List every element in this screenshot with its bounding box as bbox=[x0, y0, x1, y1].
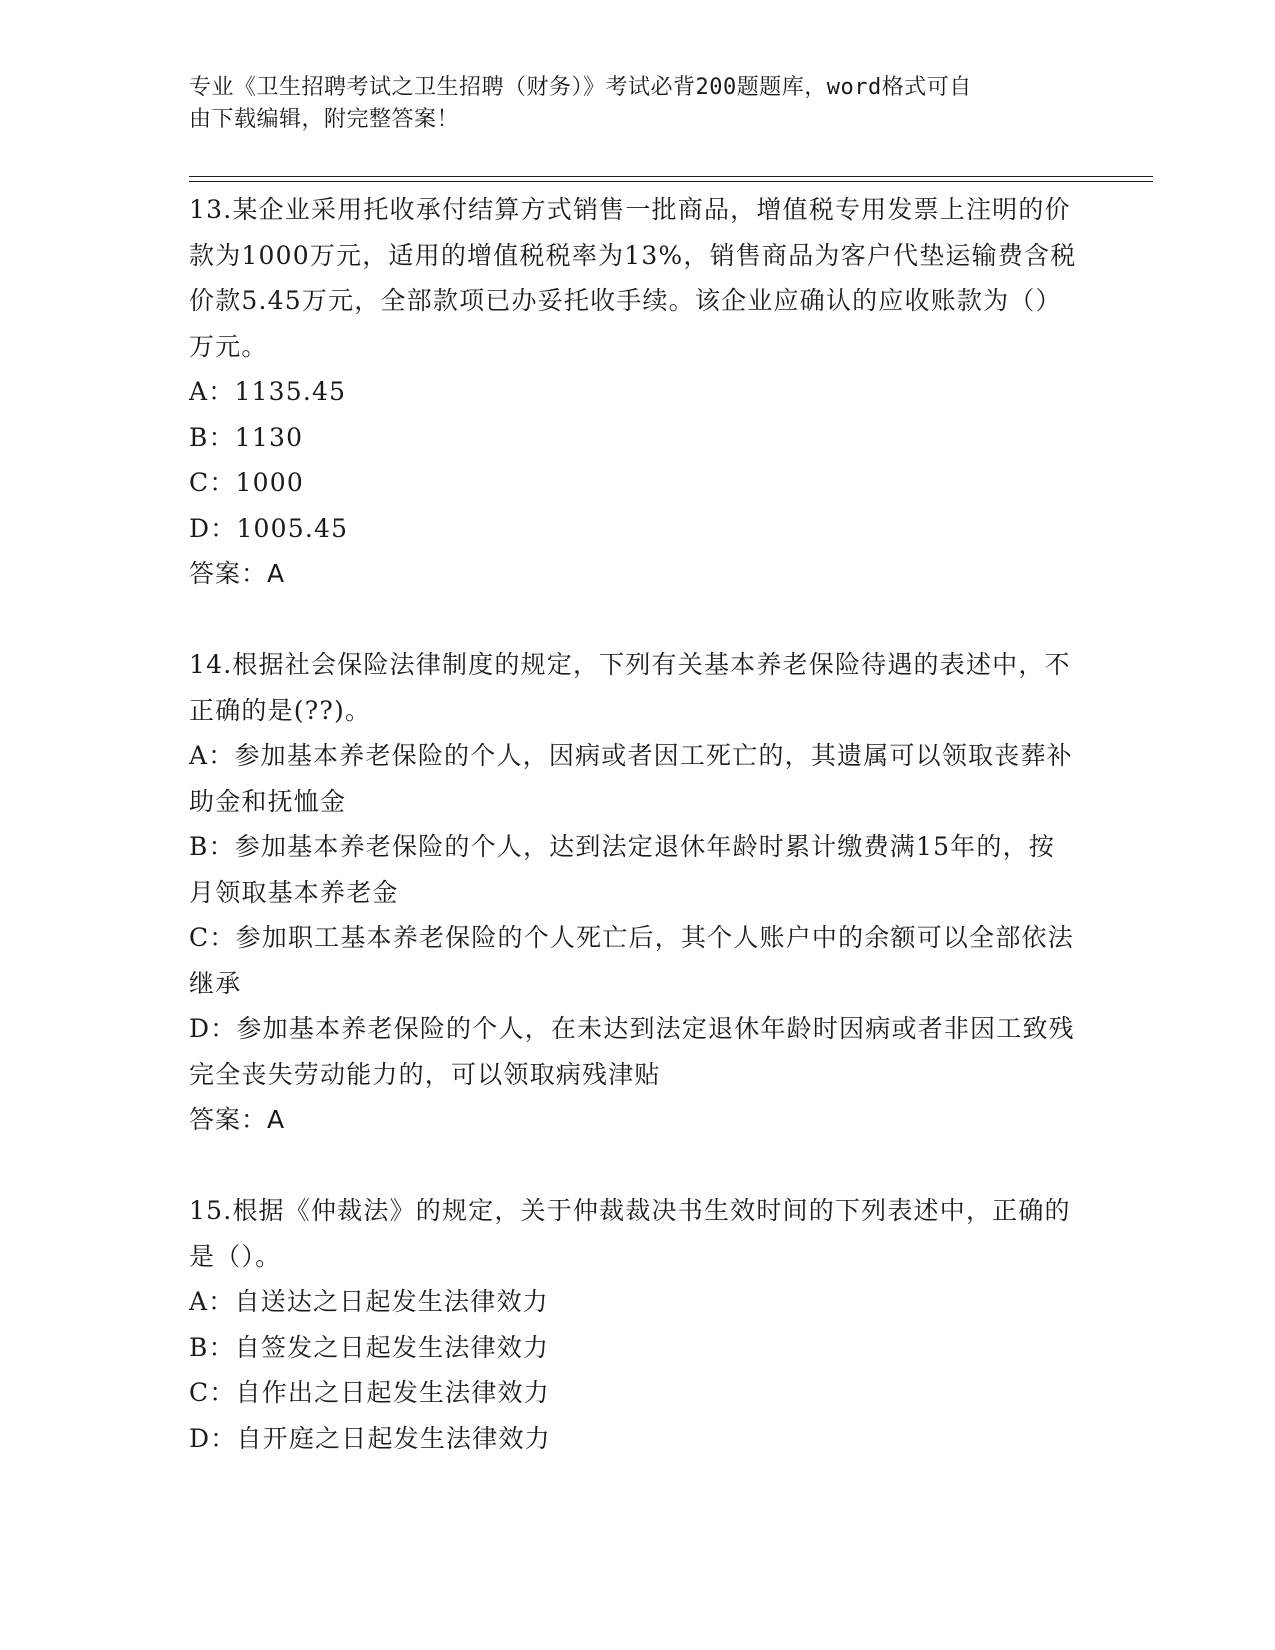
option-d: D：1005.45 bbox=[189, 513, 349, 543]
option-b: B：参加基本养老保险的个人，达到法定退休年龄时累计缴费满15年的，按月领取基本养老金 bbox=[189, 832, 1055, 907]
question-15 bbox=[189, 1188, 1079, 1461]
option-a: A：自送达之日起发生法律效力 bbox=[189, 1287, 549, 1316]
question-13 bbox=[189, 187, 1079, 597]
header-title-line-1: 专业《卫生招聘考试之卫生招聘（财务）》考试必背200题题库，word格式可自 bbox=[189, 75, 972, 100]
question-stem: 13.某企业采用托收承付结算方式销售一批商品，增值税专用发票上注明的价款为1000万元，适用的增值税税率为13%，销售商品为客户代垫运输费含税价款5.45万元，全部款项已办妥托收手续。该企业应确认的应收账款为（）万元。 bbox=[189, 195, 1077, 361]
option-a: A：参加基本养老保险的个人，因病或者因工死亡的，其遗属可以领取丧葬补助金和抚恤金 bbox=[189, 741, 1073, 816]
header-divider-top bbox=[189, 176, 1153, 177]
answer-line: 答案：A bbox=[189, 1105, 286, 1134]
option-d: D：参加基本养老保险的个人，在未达到法定退休年龄时因病或者非因工致残完全丧失劳动能力的，可以领取病残津贴 bbox=[189, 1014, 1075, 1089]
document-header bbox=[189, 72, 1069, 136]
question-14 bbox=[189, 642, 1079, 1143]
header-title-line-2: 由下载编辑，附完整答案！ bbox=[189, 107, 460, 132]
option-c: C：参加职工基本养老保险的个人死亡后，其个人账户中的余额可以全部依法继承 bbox=[189, 923, 1074, 998]
option-b: B：1130 bbox=[189, 422, 304, 452]
option-a: A：1135.45 bbox=[189, 377, 347, 406]
answer-line: 答案：A bbox=[189, 559, 286, 588]
option-b: B：自签发之日起发生法律效力 bbox=[189, 1332, 550, 1362]
option-c: C：自作出之日起发生法律效力 bbox=[189, 1378, 550, 1407]
question-stem: 14.根据社会保险法律制度的规定，下列有关基本养老保险待遇的表述中，不正确的是(??)。 bbox=[189, 650, 1071, 725]
option-c: C：1000 bbox=[189, 468, 304, 497]
question-stem: 15.根据《仲裁法》的规定，关于仲裁裁决书生效时间的下列表述中，正确的是（）。 bbox=[189, 1196, 1071, 1271]
header-divider-bottom bbox=[189, 181, 1153, 182]
option-d: D：自开庭之日起发生法律效力 bbox=[189, 1423, 551, 1453]
